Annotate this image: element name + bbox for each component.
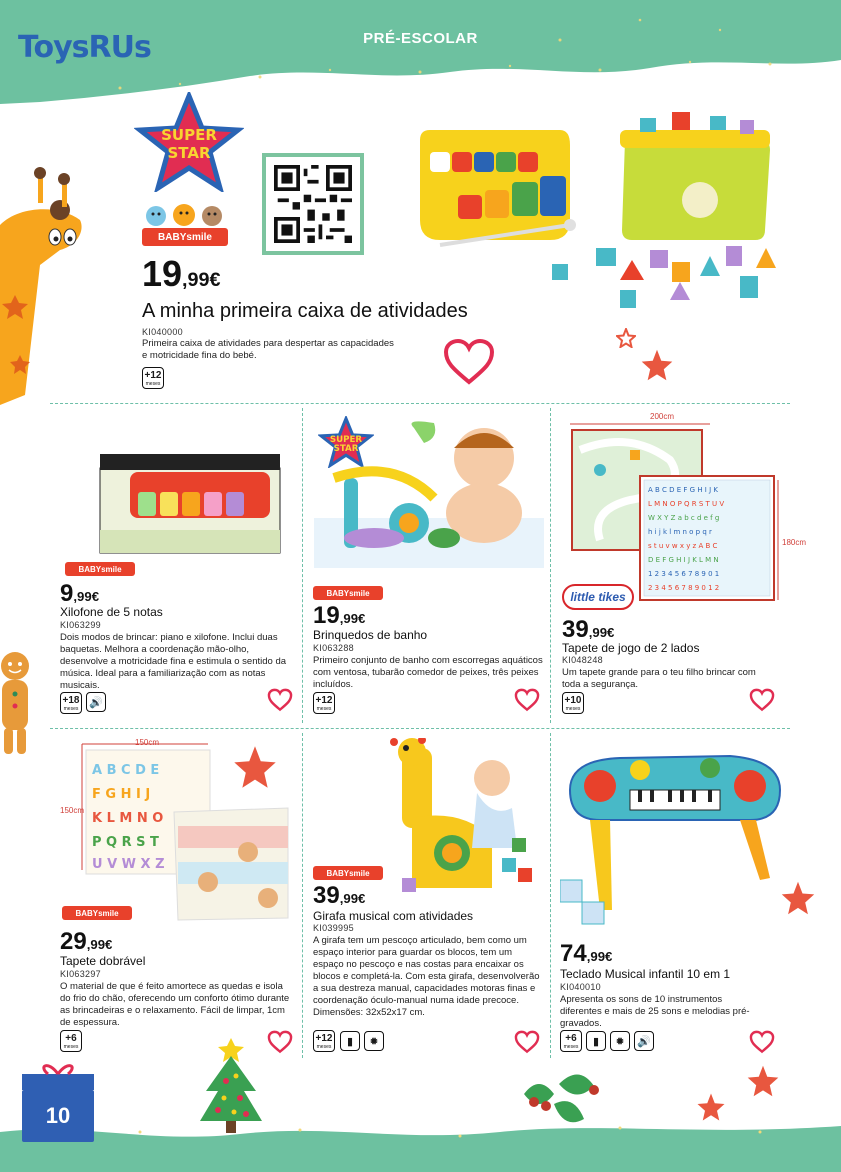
holly-icon <box>514 1064 604 1134</box>
product-1-brand-text: BABYsmile <box>78 564 122 574</box>
christmas-tree-icon <box>196 1036 266 1146</box>
product-3-height-label: 180cm <box>782 538 807 547</box>
product-3-title: Tapete de jogo de 2 lados <box>562 641 700 655</box>
mat-letters-row-5: s t u v w x y z A B C <box>648 542 718 550</box>
row-divider-1 <box>50 403 790 404</box>
giraffe-mascot-image <box>0 165 90 405</box>
product-5-price <box>313 884 365 908</box>
product-6-favorite-heart-icon[interactable] <box>749 1030 775 1054</box>
product-1-price-integer: 9 <box>60 580 74 607</box>
mat-alphabet-row-1: A B C D E <box>92 763 160 778</box>
product-5-favorite-heart-icon[interactable] <box>514 1030 540 1054</box>
product-6-price-integer: 74 <box>560 940 587 967</box>
product-3-age-unit: meses <box>565 706 581 712</box>
little-tikes-logo <box>562 584 634 610</box>
section-title: PRÉ-ESCOLAR <box>363 30 478 47</box>
xylophone-box-image <box>90 448 290 558</box>
product-4-height-label: 150cm <box>60 806 85 815</box>
product-6-age-icon <box>560 1030 582 1052</box>
hero-code: KI040000 <box>142 327 183 337</box>
product-1-code: KI063299 <box>60 620 101 630</box>
product-5-age-unit: meses <box>316 1044 332 1050</box>
product-1-title: Xilofone de 5 notas <box>60 605 163 619</box>
product-4-title: Tapete dobrável <box>60 954 146 968</box>
product-4-price <box>60 930 112 954</box>
product-2-super-star-text-1: SUPER <box>329 435 363 445</box>
product-4-favorite-heart-icon[interactable] <box>267 1030 293 1054</box>
decor-star-icon <box>746 1064 780 1098</box>
product-1-age-icon <box>60 692 82 714</box>
mat-letters-row-4: h i j k l m n o p q r <box>648 528 712 536</box>
product-2-price-integer: 19 <box>313 602 340 629</box>
musical-giraffe-image <box>382 738 542 898</box>
hero-description-line-1: Primeira caixa de atividades para despertar as capacidades <box>142 338 394 349</box>
product-2-age-icon <box>313 692 335 714</box>
product-5-brand-text: BABYsmile <box>326 868 370 878</box>
column-divider-4 <box>550 733 551 1058</box>
hero-age-icon <box>142 367 164 389</box>
brand-logo[interactable]: ToysRUs <box>18 30 151 65</box>
hero-description-line-2: e motricidade fina do bebé. <box>142 350 257 361</box>
product-3-code: KI048248 <box>562 655 603 665</box>
product-2-age-value: +12 <box>315 695 333 706</box>
product-5-price-integer: 39 <box>313 882 340 909</box>
product-6-code: KI040010 <box>560 982 601 992</box>
product-4-age-icon <box>60 1030 82 1052</box>
hero-price-integer: 19 <box>142 253 183 294</box>
product-4-age-value: +6 <box>65 1033 77 1044</box>
product-1-age-value: +18 <box>62 695 80 706</box>
column-divider-3 <box>302 733 303 1058</box>
product-1-favorite-heart-icon[interactable] <box>267 688 293 712</box>
product-1-description: Dois modos de brincar: piano e xilofone. Inclui duas baquetas. Melhora a coordenação mão-olho, desenvolve a motricidade fina e estimula o sentido da música. Ideal para a familiarização com as notas musicais. <box>60 632 287 691</box>
mat-letters-row-1: A B C D E F G H I J K <box>648 486 718 494</box>
product-2-code: KI063288 <box>313 643 354 653</box>
mat-alphabet-row-3: K L M N O <box>92 811 164 826</box>
sound-icon: 🔊 <box>634 1031 654 1051</box>
row-divider-2 <box>50 728 790 729</box>
product-6-description: Apresenta os sons de 10 instrumentos diferentes e mais de 25 sons e melodias pré-gravados. <box>560 994 750 1029</box>
product-6-price <box>560 942 612 966</box>
mat-letters-row-6: D E F G H I J K L M N <box>648 556 719 564</box>
product-2-title: Brinquedos de banho <box>313 628 428 642</box>
product-2-brand-logo <box>313 586 383 600</box>
product-1-price-cents: ,99€ <box>73 589 100 604</box>
qr-code[interactable] <box>262 153 364 255</box>
play-mat-image <box>570 420 782 604</box>
product-3-description: Um tapete grande para o teu filho brincar com toda a segurança. <box>562 667 756 690</box>
product-3-width-label: 200cm <box>650 412 675 421</box>
product-6-age-unit: meses <box>563 1044 579 1050</box>
product-4-price-cents: ,99€ <box>86 937 113 952</box>
product-3-price-cents: ,99€ <box>588 625 615 640</box>
product-3-price <box>562 618 614 642</box>
decor-star-icon <box>780 880 816 916</box>
product-2-favorite-heart-icon[interactable] <box>514 688 540 712</box>
page-number: 10 <box>22 1090 94 1142</box>
product-6-title: Teclado Musical infantil 10 em 1 <box>560 967 731 981</box>
product-3-age-icon <box>562 692 584 714</box>
little-tikes-logo-text: little tikes <box>570 590 626 604</box>
hero-product-image <box>410 100 810 320</box>
musical-keyboard-image <box>560 740 786 930</box>
babysmile-logo <box>142 228 228 246</box>
product-3-favorite-heart-icon[interactable] <box>749 688 775 712</box>
product-4-age-unit: meses <box>63 1044 79 1050</box>
column-divider-1 <box>302 408 303 723</box>
decor-star-icon <box>616 328 636 348</box>
gingerbread-icon <box>0 650 38 760</box>
product-4-price-integer: 29 <box>60 928 87 955</box>
mat-letters-row-3: W X Y Z a b c d e f g <box>648 514 720 522</box>
mat-letters-row-2: L M N O P Q R S T U V <box>648 500 725 508</box>
product-1-age-unit: meses <box>63 706 79 712</box>
product-5-price-cents: ,99€ <box>339 891 366 906</box>
product-3-price-integer: 39 <box>562 616 589 643</box>
hero-favorite-heart-icon[interactable] <box>442 338 496 386</box>
light-icon: ✹ <box>364 1031 384 1051</box>
product-4-code: KI063297 <box>60 969 101 979</box>
babysmile-logo-text: BABYsmile <box>158 231 212 243</box>
super-star-badge-text-1: SUPER <box>161 126 217 144</box>
product-2-brand-text: BABYsmile <box>326 588 370 598</box>
product-5-description: A girafa tem um pescoço articulado, bem como um espaço interior para guardar os blocos, tem um espaço no pescoço e nas costas para encaixar os blocos e completá-la. Com esta girafa, desenvolverão a sua destreza manual, capacidades motoras finas e coordenação óculo-manual numa idade precoce. Dimensões: 32x52x17 cm. <box>313 935 540 1018</box>
product-2-super-star-text-2: STAR <box>333 444 359 455</box>
product-2-age-unit: meses <box>316 706 332 712</box>
product-4-width-label: 150cm <box>135 738 160 747</box>
product-1-brand-logo <box>65 562 135 576</box>
gift-box-icon <box>18 1060 98 1090</box>
battery-icon: ▮ <box>586 1031 606 1051</box>
product-2-price-cents: ,99€ <box>339 611 366 626</box>
mat-alphabet-row-2: F G H I J <box>92 787 151 802</box>
sound-icon: 🔊 <box>86 692 106 712</box>
product-4-brand-text: BABYsmile <box>75 908 119 918</box>
super-star-badge-text-2: STAR <box>167 144 211 162</box>
product-2-price <box>313 604 365 628</box>
mat-numbers-row-2: 2 3 4 5 6 7 8 9 0 1 2 <box>648 584 720 592</box>
column-divider-2 <box>550 408 551 723</box>
hero-price <box>142 253 221 294</box>
decor-star-icon <box>696 1092 726 1122</box>
product-6-age-value: +6 <box>565 1033 577 1044</box>
product-5-age-icon <box>313 1030 335 1052</box>
product-5-age-value: +12 <box>315 1033 333 1044</box>
product-4-brand-logo <box>62 906 132 920</box>
bath-toys-image <box>314 418 544 568</box>
hero-age-unit: meses <box>145 381 161 387</box>
battery-icon: ▮ <box>340 1031 360 1051</box>
product-2-description: Primeiro conjunto de banho com escorregas aquáticos com ventosa, tubarão comedor de peixes, três peixes incluídos. <box>313 655 543 690</box>
mat-alphabet-row-4: P Q R S T <box>92 835 159 850</box>
hero-price-cents: ,99€ <box>182 269 221 291</box>
product-1-price <box>60 582 99 606</box>
mat-numbers-row-1: 1 2 3 4 5 6 7 8 9 0 1 <box>648 570 720 578</box>
babysmile-bears-icon <box>142 202 228 228</box>
hero-title: A minha primeira caixa de atividades <box>142 300 468 322</box>
super-star-badge <box>134 92 244 192</box>
product-5-title: Girafa musical com atividades <box>313 909 474 923</box>
mat-alphabet-row-5: U V W X Z <box>92 857 165 872</box>
product-5-brand-logo <box>313 866 383 880</box>
hero-age-value: +12 <box>144 370 162 381</box>
decor-star-icon <box>640 348 674 382</box>
light-icon: ✹ <box>610 1031 630 1051</box>
qr-code-image <box>274 165 352 243</box>
decor-star-icon <box>230 744 280 790</box>
product-3-age-value: +10 <box>564 695 582 706</box>
product-6-price-cents: ,99€ <box>586 949 613 964</box>
product-4-description: O material de que é feito amortece as quedas e isola do frio do chão, oferecendo um conforto ótimo durante as brincadeiras e o relaxamento. Fácil de limpar, 1cm de espessura. <box>60 981 290 1028</box>
product-5-code: KI039995 <box>313 923 354 933</box>
